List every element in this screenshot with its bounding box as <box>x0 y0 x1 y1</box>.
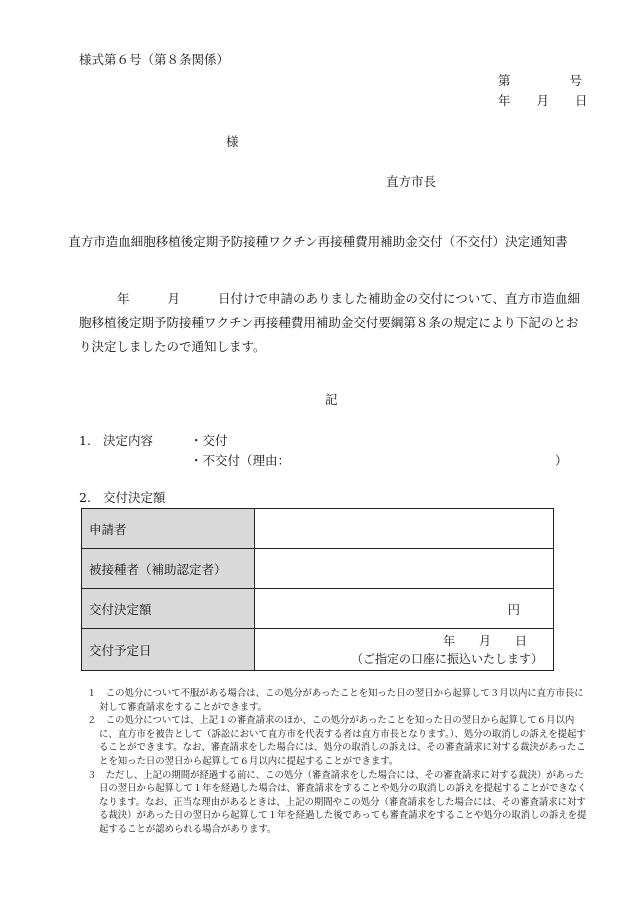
ki-label: 記 <box>325 392 338 407</box>
addressee-suffix: 様 <box>226 134 239 149</box>
note-item-2: ２ この処分については、上記１の審査請求のほか、この処分があったことを知った日の翌日から起算して６月以内に、直方市を被告として（訴訟において直方市を代表する者は直方市長となります。）、処分の取消しの訴えを提起することができます。なお、審査請求をした場合には、処分の取消しの訴えは、その審査請求に対する裁決があったことを知った日の翌日から起算して６月以内に提起することができます。 <box>87 715 586 767</box>
issue-date <box>498 91 588 109</box>
table-row <box>82 629 554 671</box>
row-label-payment-date: 交付予定日 <box>82 629 255 671</box>
decision-heading-text: 決定内容 <box>102 433 153 448</box>
payment-date: 年 月 日 <box>442 633 527 648</box>
amount-heading <box>79 488 165 506</box>
body-paragraph <box>79 287 589 359</box>
option-close-paren: ） <box>555 453 568 468</box>
number-prefix: 第 <box>498 73 511 88</box>
body-text: 日付けで申請のありました補助金の交付について、直方市造血細胞移植後定期予防接種ワクチン再接種費用補助金交付要綱第８条の規定により下記のとおり決定しましたので通知します。 <box>79 291 581 354</box>
table-row <box>82 589 554 629</box>
option-grant: ・交付 <box>190 433 228 448</box>
table-row <box>82 509 554 549</box>
row-value-applicant <box>255 509 554 549</box>
issuer-name: 直方市長 <box>386 174 437 189</box>
issue-date-month: 月 <box>536 93 550 108</box>
note-item-1: １ この処分について不服がある場合は、この処分があったことを知った日の翌日から起算して３月以内に直方市長に対して審査請求をすることができます。 <box>87 688 584 713</box>
row-value-payment-date <box>255 629 554 671</box>
row-value-vaccinee <box>255 549 554 589</box>
row-label-amount: 交付決定額 <box>82 589 255 629</box>
row-label-applicant: 申請者 <box>82 509 255 549</box>
row-label-vaccinee: 被接種者（補助認定者） <box>82 549 255 589</box>
body-year: 年 <box>117 291 130 306</box>
issue-date-day: 日 <box>575 93 588 108</box>
decision-heading-number: 1. <box>79 433 91 448</box>
amount-heading-text: 交付決定額 <box>102 490 166 505</box>
decision-heading <box>79 431 153 449</box>
number-suffix: 号 <box>569 73 583 88</box>
body-month: 月 <box>167 291 181 306</box>
issue-date-year: 年 <box>498 93 511 108</box>
document-title: 直方市造血細胞移植後定期予防接種ワクチン再接種費用補助金交付（不交付）決定通知書 <box>68 234 568 249</box>
form-number: 様式第６号（第８条関係） <box>79 52 230 67</box>
grant-decision-table <box>81 508 554 671</box>
appeal-notes <box>87 687 590 837</box>
row-value-amount: 円 <box>255 589 554 629</box>
document-number-label <box>498 71 582 89</box>
note-item-3: ３ ただし、上記の期間が経過する前に、この処分（審査請求をした場合には、その審査請求に対する裁決）があった日の翌日から起算して１年を経過した場合は、審査請求をすることや処分の取消しの訴えを提起することができなくなります。なお、正当な理由があるときは、上記の期間やこの処分（審査請求をした場合には、その審査請求に対する裁決）があった日の翌日から起算して１年を経過した後であっても審査請求をすることや処分の取消しの訴えを提起することが認められる場合があります。 <box>87 769 587 835</box>
payment-method-note: （ご指定の口座に振込いたします） <box>350 651 543 666</box>
table-row <box>82 549 554 589</box>
amount-heading-number: 2. <box>79 490 91 505</box>
option-no-grant: ・不交付（理由： <box>190 453 291 468</box>
